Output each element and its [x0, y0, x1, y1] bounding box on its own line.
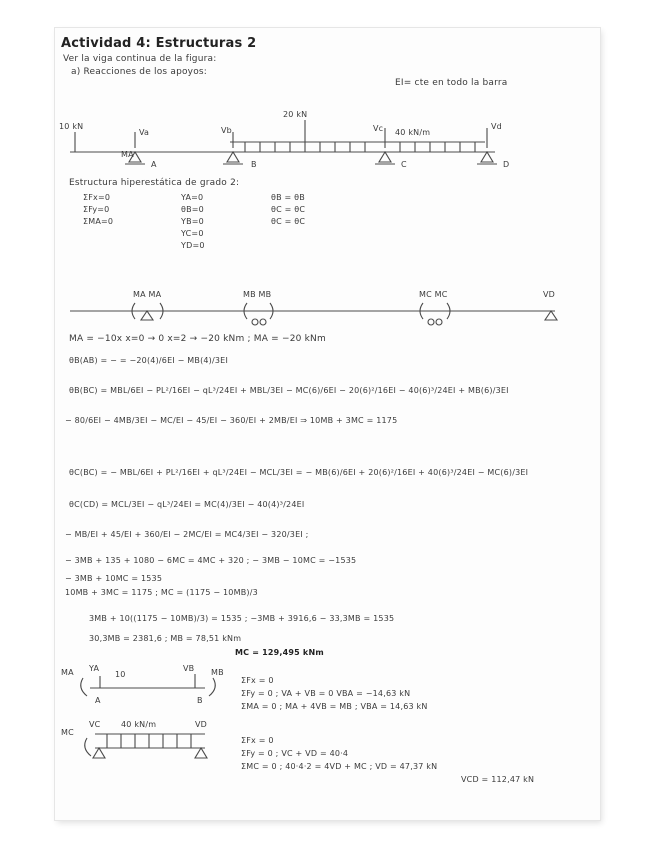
fbd1-label-ma: MA — [61, 668, 74, 677]
support-b — [227, 152, 239, 162]
eq-yc: YC=0 — [181, 229, 204, 238]
equilibrium-col2 — [181, 192, 205, 252]
support-a-label: A — [151, 160, 157, 169]
eq-theta-c-bc: θC(BC) = − MBL/6EI + PL²/16EI + qL³/24EI − MCL/3EI = − MB(6)/6EI + 20(6)²/16EI + 40(6)³/24EI − MC(6)/3EI — [69, 468, 529, 477]
fbd1-label-ya: YA — [89, 664, 100, 673]
fbd1-eq-ma: ΣMA = 0 ; MA + 4VB = MB ; VBA = 14,63 kN — [241, 702, 428, 711]
eq-system-2: 10MB + 3MC = 1175 ; MC = (1175 − 10MB)/3 — [65, 588, 258, 597]
fbd2-eq-fx: ΣFx = 0 — [241, 736, 274, 745]
fbd1-eq-fy: ΣFy = 0 ; VA + VB = 0 VBA = −14,63 kN — [241, 689, 411, 698]
dist-load-label: 40 kN/m — [395, 128, 431, 137]
eq-ya: YA=0 — [181, 193, 204, 202]
support-b-label: B — [251, 160, 257, 169]
eq-theta-compat-c: θC = θC — [271, 205, 306, 214]
eq-theta-compat-b: θB = θB — [271, 193, 305, 202]
fbd1-end-b: B — [197, 696, 203, 705]
load-left-label: 10 kN — [59, 122, 84, 131]
eq-substitution: 3MB + 10((1175 − 10MB)/3) = 1535 ; −3MB + 3916,6 − 33,3MB = 1535 — [89, 614, 395, 623]
eq-sum-fx: ΣFx=0 — [83, 193, 111, 202]
support-d-label: D — [503, 160, 510, 169]
beam2-label-a: MA MA — [133, 290, 162, 299]
fbd2-label-vc: VC — [89, 720, 101, 729]
eq-system-1: − 3MB + 10MC = 1535 — [65, 574, 163, 583]
eq-theta-c-cd: θC(CD) = MCL/3EI − qL³/24EI = MC(4)/3EI − 40(4)³/24EI — [69, 500, 305, 509]
fbd2-equations — [241, 734, 534, 786]
moment-a-label: MA — [121, 150, 134, 159]
fbd1-eq-fx: ΣFx = 0 — [241, 676, 274, 685]
eq-combined-2: − MB/EI + 45/EI + 360/EI − 2MC/EI = MC4/3EI − 320/3EI ; — [65, 530, 309, 539]
eq-mc-result: MC = 129,495 kNm — [235, 648, 324, 657]
beam2-label-c: MC MC — [419, 290, 448, 299]
fbd2-load-label: 40 kN/m — [121, 720, 157, 729]
support-c — [379, 152, 391, 162]
eq-yd: YD=0 — [181, 241, 205, 250]
fbd2-eq-vc: VCD = 112,47 kN — [461, 775, 535, 784]
beam2-label-d: VD — [543, 290, 556, 299]
moment-line: MA = −10x x=0 → 0 x=2 → −20 kNm ; MA = −20 kNm — [69, 334, 326, 344]
dist-load-arrows — [245, 142, 475, 152]
fbd2-label-mc: MC — [61, 728, 74, 737]
fbd2-label-vd: VD — [195, 720, 208, 729]
eq-expanded: − 3MB + 135 + 1080 − 6MC = 4MC + 320 ; − 3MB − 10MC = −1535 — [65, 556, 357, 565]
fbd1-equations — [241, 674, 428, 713]
eq-theta-b: θB=0 — [181, 205, 204, 214]
statement-text: Ver la viga continua de la figura: — [63, 54, 217, 64]
fbd1-label-vb: VB — [183, 664, 195, 673]
eq-sum-fy: ΣFy=0 — [83, 205, 110, 214]
vb-label: Vb — [221, 126, 232, 135]
equilibrium-col3 — [271, 192, 305, 228]
eq-theta-b-ab: θB(AB) = − = −20(4)/6EI − MB(4)/3EI — [69, 356, 228, 365]
eq-sum-ma: ΣMA=0 — [83, 217, 114, 226]
support-2d — [545, 311, 557, 320]
beam2-label-b: MB MB — [243, 290, 272, 299]
vc-label: Vc — [373, 124, 384, 133]
fbd1-label-mb: MB — [211, 668, 224, 677]
fbd2-eq-fy: ΣFy = 0 ; VC + VD = 40·4 — [241, 749, 349, 758]
support-d — [481, 152, 493, 162]
question-a: a) Reacciones de los apoyos: — [71, 67, 208, 77]
eq-mb-result: 30,3MB = 2381,6 ; MB = 78,51 kNm — [89, 634, 242, 643]
equilibrium-heading: Estructura hiperestática de grado 2: — [69, 178, 240, 188]
va-label: Va — [139, 128, 150, 137]
fbd1-end-a: A — [95, 696, 101, 705]
eq-theta-compat-c2: θC = θC — [271, 217, 306, 226]
vd-label: Vd — [491, 122, 502, 131]
load-mid-label: 20 kN — [283, 110, 308, 119]
support-c-label: C — [401, 160, 407, 169]
stiffness-note: EI= cte en todo la barra — [395, 78, 508, 88]
equilibrium-col1 — [83, 192, 113, 228]
support-2a — [141, 311, 153, 320]
eq-theta-b-bc: θB(BC) = MBL/6EI − PL²/16EI − qL³/24EI + MBL/3EI − MC(6)/6EI − 20(6)²/16EI − 40(6)³/24EI + MB(6)/3EI — [69, 386, 509, 395]
notebook-page — [55, 28, 600, 820]
eq-combined-1: − 80/6EI − 4MB/3EI − MC/EI − 45/EI − 360/EI + 2MB/EI ⇒ 10MB + 3MC = 1175 — [65, 416, 398, 425]
page-title: Actividad 4: Estructuras 2 — [61, 36, 257, 51]
eq-yb: YB=0 — [181, 217, 204, 226]
fbd2-eq-mc: ΣMC = 0 ; 40·4·2 = 4VD + MC ; VD = 47,37 kN — [241, 762, 438, 771]
fbd1-label-10: 10 — [115, 670, 126, 679]
